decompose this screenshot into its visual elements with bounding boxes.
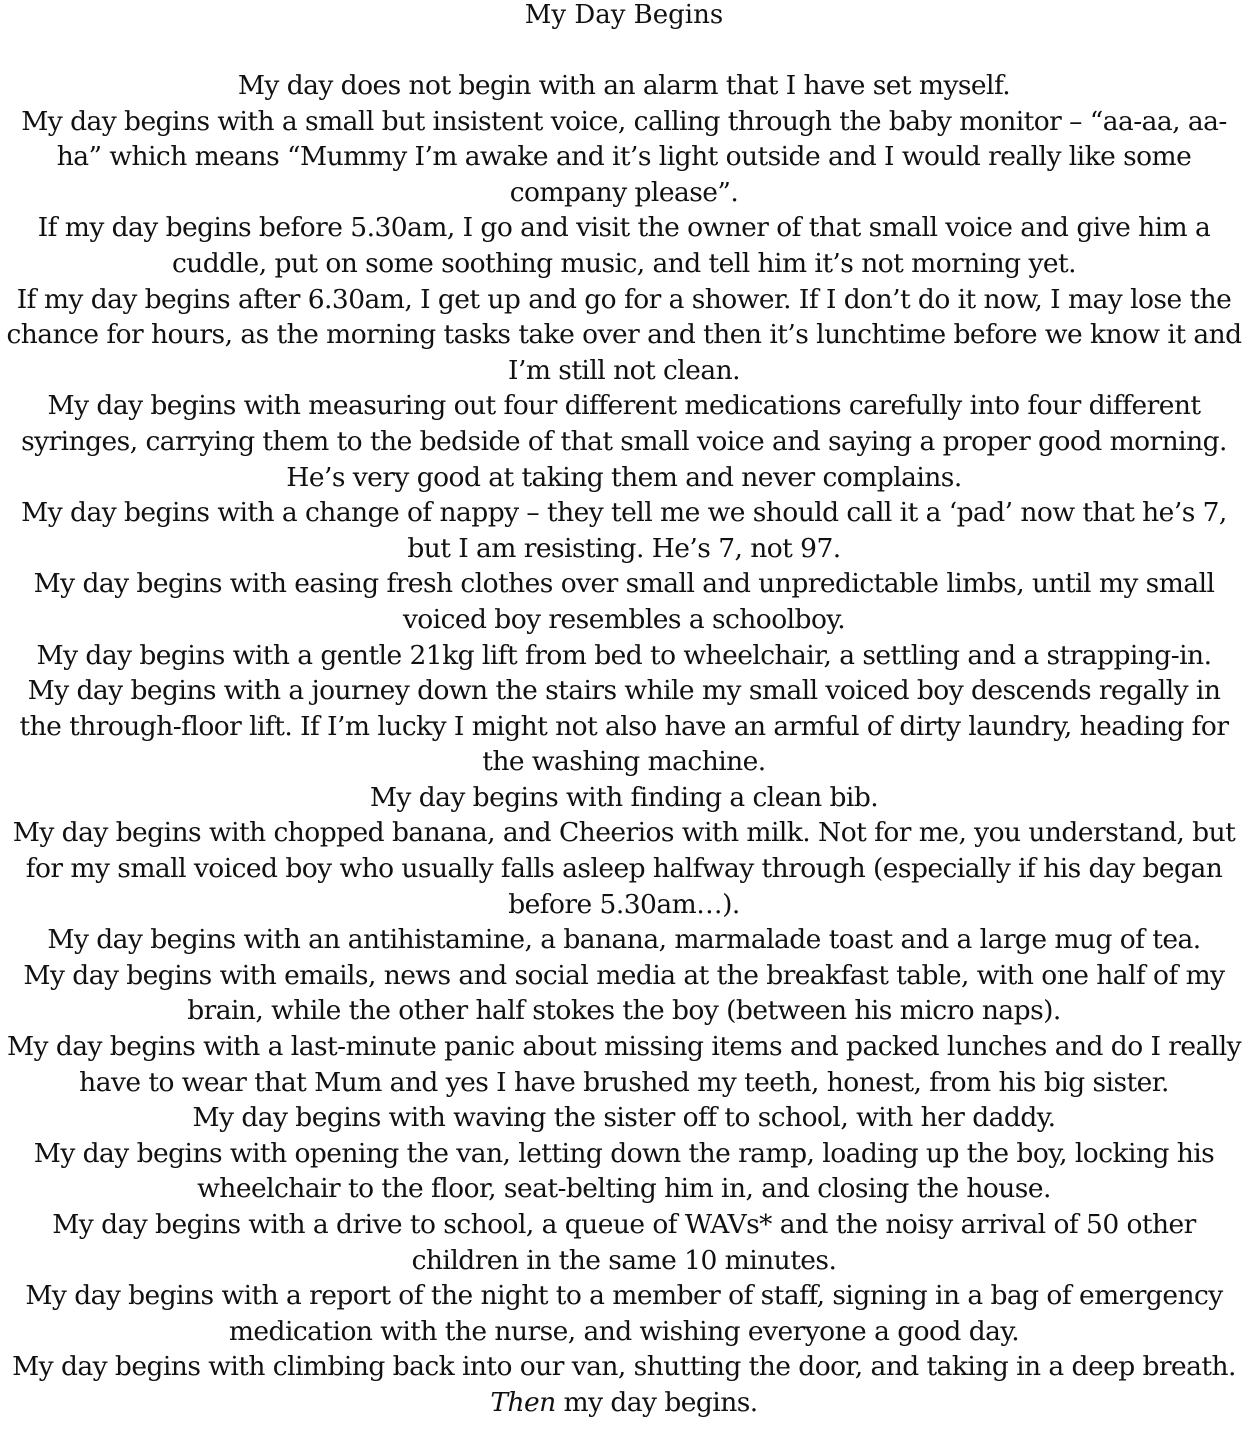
paragraph: My day begins with measuring out four different medications carefully into four different syringes, carrying them to the bedside of that small voice and saying a proper good morning. He’s very good at taking them and never complains. xyxy=(21,390,1227,493)
paragraph: If my day begins after 6.30am, I get up and go for a shower. If I don’t do it now, I may lose the chance for hours, as the morning tasks take over and then it’s lunchtime before we know it and I’m still not clean. xyxy=(6,283,1242,386)
paragraph: My day begins with climbing back into our van, shutting the door, and taking in a deep breath. xyxy=(12,1351,1236,1383)
closing-line xyxy=(4,1385,1244,1421)
paragraph: My day begins with a gentle 21kg lift from bed to wheelchair, a settling and a strapping-in. xyxy=(36,639,1212,671)
paragraph: My day begins with a change of nappy – they tell me we should call it a ‘pad’ now that he’s 7, but I am resisting. He’s 7, not 97. xyxy=(21,497,1227,564)
poem-body xyxy=(4,68,1244,1421)
page-title: My Day Begins xyxy=(524,0,724,30)
spacer xyxy=(4,30,1244,68)
paragraph: My day begins with waving the sister off to school, with her daddy. xyxy=(192,1102,1056,1134)
paragraph: If my day begins before 5.30am, I go and visit the owner of that small voice and give him a cuddle, put on some soothing music, and tell him it’s not morning yet. xyxy=(37,212,1211,279)
paragraph: My day begins with a last-minute panic about missing items and packed lunches and do I really have to wear that Mum and yes I have brushed my teeth, honest, from his big sister. xyxy=(6,1031,1242,1098)
paragraph: My day begins with a report of the night to a member of staff, signing in a bag of emergency medication with the nurse, and wishing everyone a good day. xyxy=(25,1280,1223,1347)
paragraph: My day begins with a drive to school, a queue of WAVs* and the noisy arrival of 50 other children in the same 10 minutes. xyxy=(52,1209,1196,1276)
paragraph: My day begins with a small but insistent voice, calling through the baby monitor – “aa-aa, aa-ha” which means “Mummy I’m awake and it’s light outside and I would really like some company please”. xyxy=(21,105,1227,208)
paragraph: My day begins with opening the van, letting down the ramp, loading up the boy, locking his wheelchair to the floor, seat-belting him in, and closing the house. xyxy=(33,1137,1215,1205)
paragraph: My day begins with finding a clean bib. xyxy=(369,781,879,813)
paragraph: My day does not begin with an alarm that I have set myself. xyxy=(237,70,1011,101)
closing-emphasis: Then xyxy=(490,1386,556,1418)
paragraph: My day begins with emails, news and social media at the breakfast table, with one half of my brain, while the other half stokes the boy (between his micro naps). xyxy=(23,959,1225,1027)
paragraph: My day begins with a journey down the stairs while my small voiced boy descends regally in the through-floor lift. If I’m lucky I might not also have an armful of dirty laundry, heading for the washing machine. xyxy=(19,675,1229,778)
paragraph: My day begins with easing fresh clothes over small and unpredictable limbs, until my small voiced boy resembles a schoolboy. xyxy=(33,568,1215,635)
closing-rest: my day begins. xyxy=(555,1386,758,1418)
paragraph: My day begins with an antihistamine, a banana, marmalade toast and a large mug of tea. xyxy=(47,924,1201,956)
paragraph: My day begins with chopped banana, and Cheerios with milk. Not for me, you understand, but for my small voiced boy who usually falls asleep halfway through (especially if his day began before 5.30am…). xyxy=(12,817,1236,920)
